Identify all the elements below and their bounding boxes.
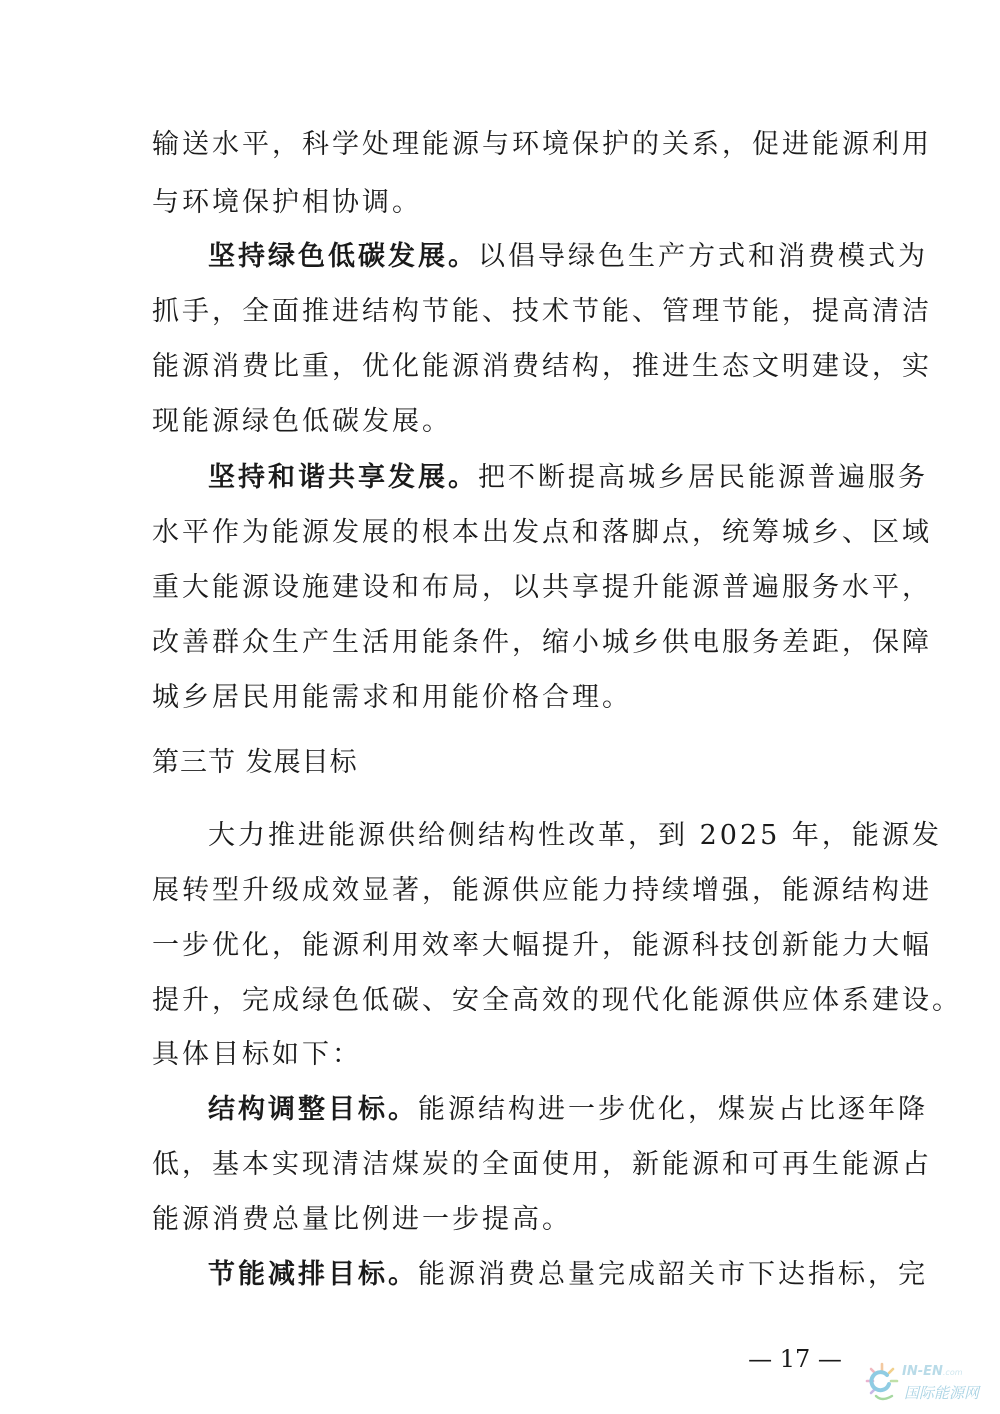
sun-logo-icon xyxy=(862,1360,902,1404)
section-heading: 第三节 发展目标 xyxy=(152,747,358,778)
paragraph-line: 输送水平，科学处理能源与环境保护的关系，促进能源利用 xyxy=(152,129,932,160)
paragraph-line: 改善群众生产生活用能条件，缩小城乡供电服务差距，保障 xyxy=(152,627,932,658)
watermark-domain: .com xyxy=(942,1368,963,1377)
paragraph-line: 提升，完成绿色低碳、安全高效的现代化能源供应体系建设。 xyxy=(152,985,962,1016)
paragraph-lead: 节能减排目标。 xyxy=(208,1259,418,1290)
paragraph-line: 能源消费总量比例进一步提高。 xyxy=(152,1204,572,1235)
watermark-brand-text: IN-EN xyxy=(902,1364,943,1379)
paragraph-line xyxy=(208,461,928,495)
paragraph-line: 水平作为能源发展的根本出发点和落脚点，统筹城乡、区域 xyxy=(152,517,932,548)
paragraph-line xyxy=(208,1093,928,1127)
paragraph-lead: 坚持和谐共享发展。 xyxy=(208,462,478,493)
watermark-brand xyxy=(902,1364,963,1379)
paragraph-line: 大力推进能源供给侧结构性改革，到 2025 年，能源发 xyxy=(208,820,942,851)
paragraph-lead: 坚持绿色低碳发展。 xyxy=(208,241,478,272)
watermark-name: 国际能源网 xyxy=(904,1384,980,1402)
paragraph-line: 重大能源设施建设和布局，以共享提升能源普遍服务水平， xyxy=(152,572,932,603)
paragraph-line xyxy=(208,1258,928,1292)
paragraph-text: 能源消费总量完成韶关市下达指标，完 xyxy=(418,1259,928,1290)
paragraph-line: 具体目标如下： xyxy=(152,1039,362,1070)
watermark xyxy=(862,1358,996,1410)
paragraph-line: 能源消费比重，优化能源消费结构，推进生态文明建设，实 xyxy=(152,351,932,382)
paragraph-lead: 结构调整目标。 xyxy=(208,1094,418,1125)
paragraph-line: 低，基本实现清洁煤炭的全面使用，新能源和可再生能源占 xyxy=(152,1149,932,1180)
paragraph-line: 城乡居民用能需求和用能价格合理。 xyxy=(152,682,632,713)
paragraph-text: 以倡导绿色生产方式和消费模式为 xyxy=(478,241,928,272)
paragraph-line: 展转型升级成效显著，能源供应能力持续增强，能源结构进 xyxy=(152,875,932,906)
paragraph-line: 抓手，全面推进结构节能、技术节能、管理节能，提高清洁 xyxy=(152,296,932,327)
page-number: — 17 — xyxy=(748,1345,842,1373)
paragraph-line: 现能源绿色低碳发展。 xyxy=(152,406,452,437)
paragraph-text: 能源结构进一步优化，煤炭占比逐年降 xyxy=(418,1094,928,1125)
paragraph-text: 把不断提高城乡居民能源普遍服务 xyxy=(478,462,928,493)
paragraph-line: 一步优化，能源利用效率大幅提升，能源科技创新能力大幅 xyxy=(152,930,932,961)
paragraph-line xyxy=(208,240,928,274)
paragraph-line: 与环境保护相协调。 xyxy=(152,187,422,218)
